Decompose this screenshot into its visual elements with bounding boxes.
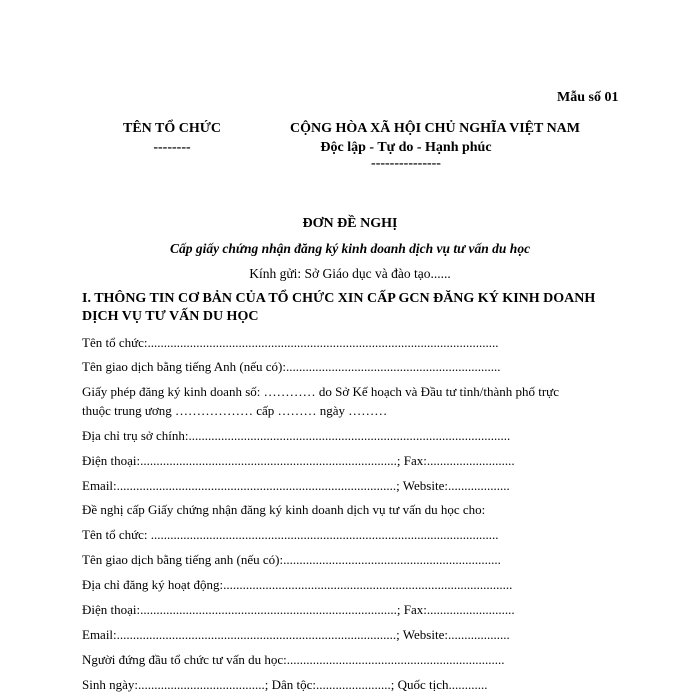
field-dien-thoai-2: Điện thoại:...............................................................................; Fax:........................... xyxy=(82,602,515,617)
field-ten-giao-dich: Tên giao dịch bằng tiếng Anh (nếu có):.................................................................. xyxy=(82,359,501,374)
motto: Độc lập - Tự do - Hạnh phúc xyxy=(320,140,492,155)
field-dia-chi-tru-so: Địa chỉ trụ sở chính:................................................................................................... xyxy=(82,428,511,443)
field-giay-phep-line1: Giấy phép đăng ký kinh doanh số: ………… do Sở Kế hoạch và Đầu tư tỉnh/thành phố trực xyxy=(82,384,559,399)
nation-title: CỘNG HÒA XÃ HỘI CHỦ NGHĨA VIỆT NAM xyxy=(289,121,580,136)
request-statement: Đề nghị cấp Giấy chứng nhận đăng ký kinh doanh dịch vụ tư vấn du học cho: xyxy=(82,502,486,517)
form-number: Mẫu số 01 xyxy=(557,90,619,105)
field-nguoi-dung-dau: Người đứng đầu tổ chức tư vấn du học:................................................................... xyxy=(82,652,505,667)
org-label: TÊN TỔ CHỨC xyxy=(122,121,221,136)
field-dien-thoai: Điện thoại:...............................................................................; Fax:........................... xyxy=(82,453,515,468)
org-rule: -------- xyxy=(153,140,191,155)
field-dia-chi-hoat-dong: Địa chỉ đăng ký hoạt động:......................................................................................... xyxy=(82,577,513,592)
field-sinh-ngay: Sinh ngày:.......................................; Dân tộc:.......................; Quốc tịch............ xyxy=(82,677,488,692)
field-email-2: Email:......................................................................................; Website:................... xyxy=(82,627,510,642)
section-heading-line1: I. THÔNG TIN CƠ BẢN CỦA TỔ CHỨC XIN CẤP GCN ĐĂNG KÝ KINH DOANH xyxy=(82,291,596,306)
field-giay-phep-line2: thuộc trung ương ……………… cấp ……… ngày ……… xyxy=(82,403,388,418)
field-ten-to-chuc: Tên tổ chức:............................................................................................................ xyxy=(82,335,499,350)
field-email: Email:......................................................................................; Website:................... xyxy=(82,478,510,493)
document-subtitle: Cấp giấy chứng nhận đăng ký kinh doanh dịch vụ tư vấn du học xyxy=(169,241,531,256)
section-heading-line2: DỊCH VỤ TƯ VẤN DU HỌC xyxy=(82,309,259,324)
motto-rule: --------------- xyxy=(371,156,441,171)
field-ten-giao-dich-2: Tên giao dịch bằng tiếng anh (nếu có):................................................................... xyxy=(82,552,501,567)
document-title: ĐƠN ĐỀ NGHỊ xyxy=(302,216,398,231)
recipient-line: Kính gửi: Sở Giáo dục và đào tạo...... xyxy=(249,266,451,281)
field-ten-to-chuc-2: Tên tổ chức: ........................................................................................................... xyxy=(82,527,499,542)
